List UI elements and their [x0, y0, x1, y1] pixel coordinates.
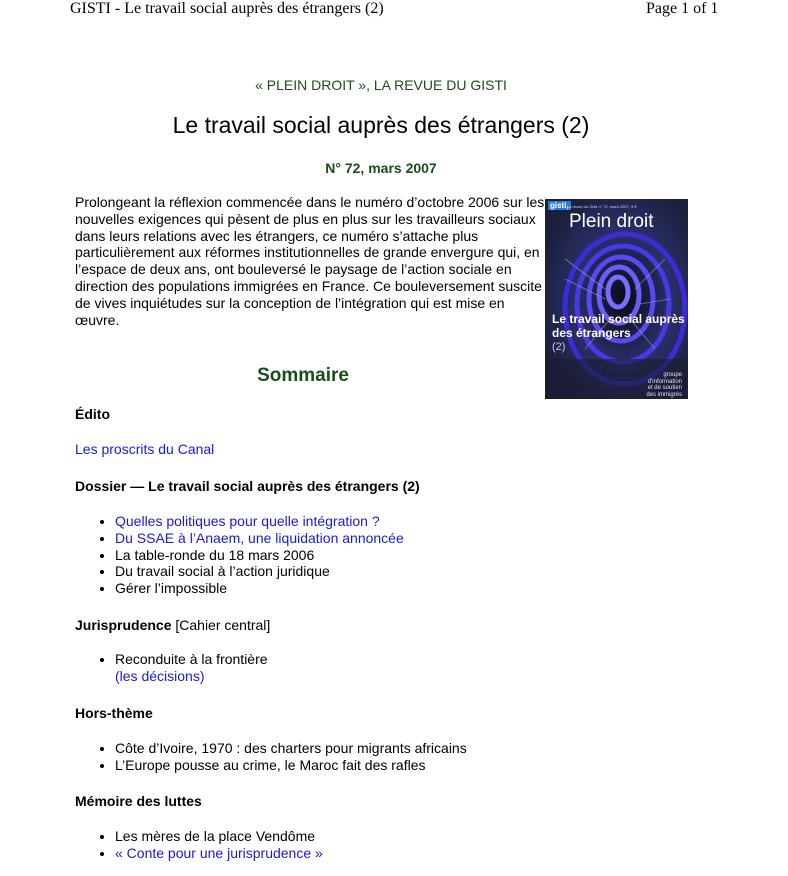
list-item: • Les mères de la place Vendôme: [115, 828, 323, 845]
jurisprudence-decisions-link[interactable]: (les décisions): [115, 667, 205, 684]
cover-number: (2): [552, 341, 566, 353]
cover-small-line: La revue du Gisti n° 72, mars 2007, 9 €: [567, 204, 637, 209]
journal-kicker: « PLEIN DROIT », LA REVUE DU GISTI: [255, 77, 507, 93]
section-title-edito: Édito: [75, 406, 110, 422]
list-item: • Du travail social à l’action juridique: [115, 563, 404, 580]
cover-subtitle: groupe d'information et de soutien des immigrés: [646, 372, 682, 398]
jurisprudence-note: [Cahier central]: [175, 617, 271, 633]
jurisprudence-title: Jurisprudence: [75, 617, 172, 633]
dossier-link-ssae[interactable]: Du SSAE à l’Anaem, une liquidation annoncée: [115, 529, 404, 546]
list-item: • Gérer l’impossible: [115, 580, 404, 597]
cover-masthead: Plein droit: [569, 211, 654, 232]
list-item: [115, 513, 404, 530]
edito-link[interactable]: Les proscrits du Canal: [75, 441, 215, 457]
cover-image: [545, 199, 688, 399]
print-header: [0, 0, 788, 20]
jurisprudence-item: Reconduite à la frontière: [115, 651, 268, 667]
sommaire-heading: Sommaire: [257, 365, 349, 386]
memoire-list: [98, 828, 323, 862]
memoire-link-conte[interactable]: « Conte pour une jurisprudence »: [115, 844, 323, 861]
list-item: [115, 845, 323, 862]
section-title-hors-theme: Hors-thème: [75, 705, 153, 721]
list-item: [115, 530, 404, 547]
jurisprudence-list: [98, 651, 268, 685]
dossier-link-integration[interactable]: Quelles politiques pour quelle intégration ?: [115, 513, 380, 529]
list-item: • Côte d’Ivoire, 1970 : des charters pour migrants africains: [115, 740, 467, 757]
list-item: [115, 651, 268, 685]
section-title-dossier: Dossier — Le travail social auprès des étrangers (2): [75, 478, 420, 494]
page-title: Le travail social auprès des étrangers (2): [172, 112, 590, 138]
issue-number: N° 72, mars 2007: [325, 160, 437, 176]
intro-paragraph: Prolongeant la réflexion commencée dans le numéro d’octobre 2006 sur les nouvelles exigences qui pèsent de plus en plus sur les travailleurs sociaux dans leurs relations avec les étrangers, ce numéro s’attache plus particulièrement aux réformes institutionnelles de grande envergure qui, en l’espace de deux ans, ont bouleversé le paysage de l’action sociale en direction des populations immigrées en France. Ce bouleversement suscite de vives inquiétudes sur la conception de l’intégration qui est mise en œuvre.: [75, 194, 545, 328]
print-header-page: Page 1 of 1: [646, 0, 719, 17]
list-item: • L’Europe pousse au crime, le Maroc fait des rafles: [115, 757, 467, 774]
edito-link-block: [75, 441, 214, 458]
hors-theme-list: [98, 740, 467, 774]
cover-title: Le travail social auprès des étrangers: [552, 312, 685, 340]
section-title-jurisprudence: [75, 617, 270, 634]
cover-gisti-tag: gisti,: [550, 201, 569, 210]
list-item: • La table-ronde du 18 mars 2006: [115, 547, 404, 564]
dossier-list: [98, 513, 404, 597]
print-header-title: GISTI - Le travail social auprès des étrangers (2): [70, 0, 384, 17]
section-title-memoire: Mémoire des luttes: [75, 793, 202, 809]
